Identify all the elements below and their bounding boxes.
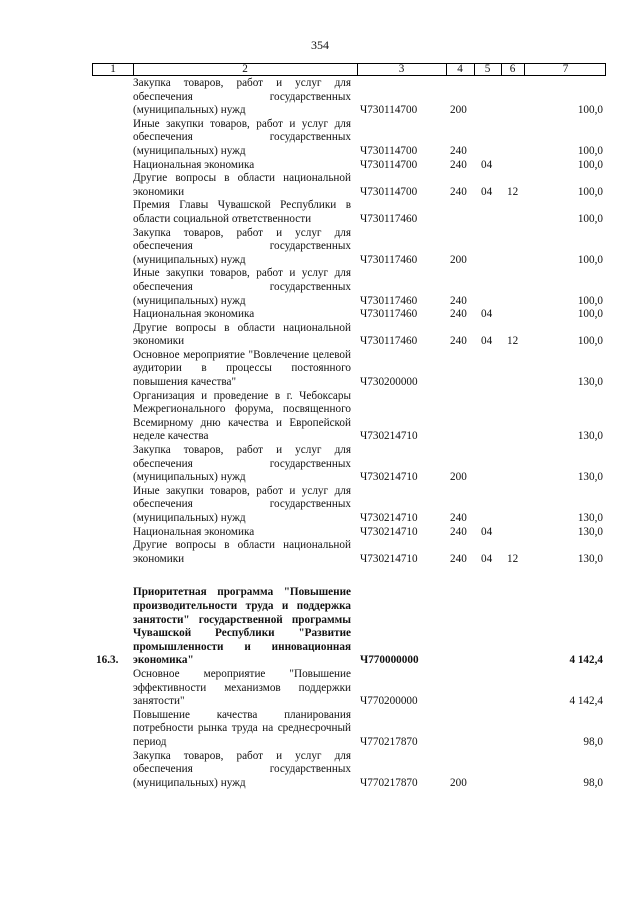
row-expense-type: 200 [450, 471, 467, 484]
row-number: 16.3. [96, 654, 119, 667]
row-target-code: Ч730117460 [360, 335, 418, 348]
row-expense-type: 240 [450, 512, 467, 524]
row-sum: 130,0 [577, 552, 603, 565]
row-expense-type: 240 [450, 525, 467, 538]
row-name: Национальная экономика [133, 158, 255, 171]
row-name: Закупка товаров, работ и услуг для обеспечения государственных (муниципальных) нужд [133, 749, 351, 789]
row-sum: 130,0 [577, 471, 603, 484]
row-target-code: Ч730117460 [360, 212, 418, 225]
row-expense-type: 200 [450, 104, 467, 117]
row-name: Приоритетная программа "Повышение производительности труда и поддержка занятости" государственной программы Чувашской Республики "Развитие промышленности и инновационная экономика" [133, 586, 351, 667]
table-row [0, 539, 640, 566]
table-row [0, 750, 640, 791]
table-row [0, 526, 640, 540]
header-col-3: 3 [398, 63, 405, 75]
header-col-2: 2 [242, 63, 248, 75]
row-expense-type: 240 [450, 552, 467, 565]
table-row [0, 322, 640, 349]
row-expense-type: 240 [450, 185, 467, 198]
table-row [0, 227, 640, 268]
row-target-code: Ч730200000 [360, 376, 418, 389]
table-row [0, 709, 640, 750]
row-subsection: 12 [507, 335, 519, 348]
table-row [0, 349, 640, 390]
row-sum: 100,0 [577, 212, 603, 225]
row-sum: 98,0 [583, 735, 603, 748]
row-name: Основное мероприятие "Вовлечение целевой аудитории в процессы постоянного повышения качества" [133, 348, 351, 389]
row-target-code: Ч730114700 [360, 144, 418, 157]
table-row [0, 586, 640, 668]
row-section: 04 [481, 552, 493, 565]
budget-table-body [0, 77, 640, 790]
row-name: Другие вопросы в области национальной экономики [133, 539, 351, 565]
row-sum: 130,0 [577, 376, 603, 389]
row-expense-type: 240 [450, 335, 467, 348]
row-name: Организация и проведение в г. Чебоксары Межрегионального форума, посвященного Всемирному дню качества и Европейской неделе качества [133, 389, 351, 443]
table-row [0, 267, 640, 308]
row-expense-type: 240 [450, 158, 467, 171]
row-target-code: Ч730114700 [360, 185, 418, 198]
row-target-code: Ч730214710 [360, 430, 418, 443]
row-target-code: Ч770217870 [360, 776, 418, 789]
row-target-code: Ч730117460 [360, 308, 418, 321]
row-target-code: Ч770200000 [360, 695, 418, 708]
row-target-code: Ч730117460 [360, 294, 418, 307]
table-row [0, 118, 640, 159]
row-section: 04 [481, 185, 493, 198]
row-name: Закупка товаров, работ и услуг для обеспечения государственных (муниципальных) нужд [133, 77, 351, 117]
page-number: 354 [311, 38, 329, 52]
header-col-6: 6 [509, 63, 516, 75]
row-name: Премия Главы Чувашской Республики в области социальной ответственности [133, 199, 351, 225]
row-name: Иные закупки товаров, работ и услуг для обеспечения государственных (муниципальных) нужд [133, 484, 351, 524]
table-row [0, 668, 640, 709]
table-row [0, 390, 640, 444]
row-sum: 100,0 [577, 185, 603, 198]
row-sum: 100,0 [577, 335, 603, 348]
table-row [0, 199, 640, 226]
row-expense-type: 240 [450, 144, 467, 157]
row-name: Другие вопросы в области национальной экономики [133, 321, 351, 348]
row-section: 04 [481, 335, 493, 348]
row-target-code: Ч730114700 [360, 104, 418, 117]
row-target-code: Ч770000000 [360, 654, 419, 667]
row-expense-type: 200 [450, 776, 467, 789]
table-header [92, 63, 606, 76]
header-col-7: 7 [562, 63, 569, 75]
row-name: Повышение качества планирования потребности рынка труда на среднесрочный период [133, 708, 351, 748]
row-sum: 130,0 [577, 525, 603, 538]
row-expense-type: 240 [450, 294, 467, 307]
row-sum: 100,0 [577, 104, 603, 117]
table-row [0, 485, 640, 526]
row-name: Национальная экономика [133, 308, 255, 321]
row-sum: 98,0 [583, 776, 603, 789]
table-row [0, 444, 640, 485]
header-col-1: 1 [110, 63, 116, 75]
row-name: Иные закупки товаров, работ и услуг для обеспечения государственных (муниципальных) нужд [133, 117, 351, 157]
header-col-4: 4 [457, 63, 463, 75]
row-sum: 130,0 [577, 512, 603, 524]
row-target-code: Ч730214710 [360, 525, 418, 538]
row-target-code: Ч730117460 [360, 253, 418, 266]
row-sum: 100,0 [577, 158, 603, 171]
row-sum: 100,0 [577, 308, 603, 321]
table-row [0, 308, 640, 322]
row-name: Закупка товаров, работ и услуг для обеспечения государственных (муниципальных) нужд [133, 226, 351, 266]
table-row [0, 172, 640, 199]
row-subsection: 12 [507, 185, 519, 198]
row-name: Национальная экономика [133, 525, 255, 538]
row-section: 04 [481, 158, 493, 171]
row-name: Основное мероприятие "Повышение эффективности механизмов поддержки занятости" [133, 667, 351, 708]
row-name: Иные закупки товаров, работ и услуг для обеспечения государственных (муниципальных) нужд [133, 267, 351, 307]
row-name: Другие вопросы в области национальной экономики [133, 172, 351, 198]
row-sum: 100,0 [577, 253, 603, 266]
table-row [0, 77, 640, 118]
row-target-code: Ч730214710 [360, 471, 418, 484]
row-expense-type: 240 [450, 308, 467, 321]
row-section: 04 [481, 308, 493, 321]
row-sum: 100,0 [577, 294, 603, 307]
row-target-code: Ч730214710 [360, 512, 418, 524]
row-sum: 4 142,4 [569, 654, 603, 667]
row-sum: 130,0 [577, 430, 603, 443]
header-col-5: 5 [484, 63, 491, 75]
table-row [0, 159, 640, 173]
row-subsection: 12 [507, 552, 519, 565]
row-sum: 100,0 [577, 144, 603, 157]
row-name: Закупка товаров, работ и услуг для обеспечения государственных (муниципальных) нужд [133, 444, 351, 484]
row-target-code: Ч730214710 [360, 552, 418, 565]
row-section: 04 [481, 525, 493, 538]
row-sum: 4 142,4 [569, 695, 603, 708]
row-expense-type: 200 [450, 253, 467, 266]
row-target-code: Ч770217870 [360, 735, 418, 748]
row-target-code: Ч730114700 [360, 158, 418, 171]
